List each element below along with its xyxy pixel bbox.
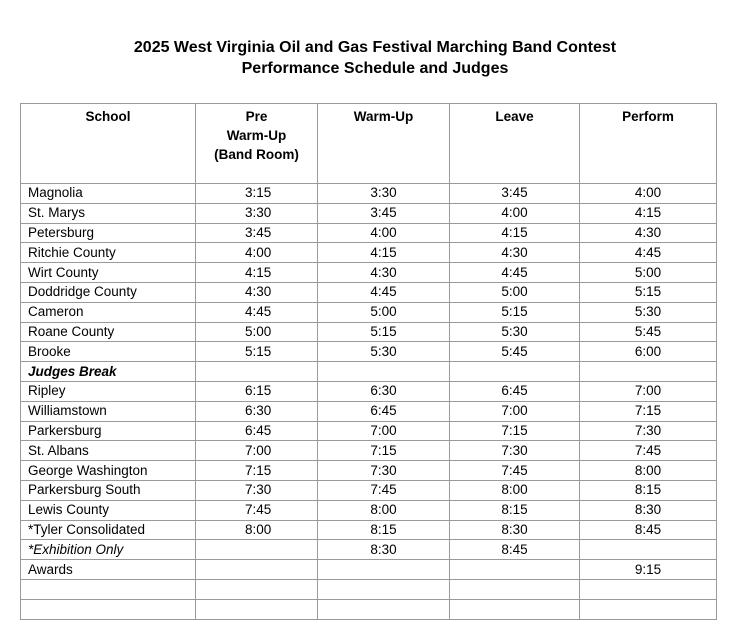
school-cell: St. Marys — [21, 203, 196, 223]
pre-time-cell: 5:15 — [196, 342, 318, 362]
perform-time-cell: 5:00 — [580, 263, 717, 283]
pre-time-cell: 6:15 — [196, 381, 318, 401]
perform-time-cell: 7:00 — [580, 381, 717, 401]
perform-time-cell: 4:30 — [580, 223, 717, 243]
table-row — [21, 500, 717, 520]
perform-time-cell — [580, 579, 717, 599]
leave-time-cell: 7:45 — [450, 461, 580, 481]
perform-time-cell: 5:30 — [580, 302, 717, 322]
table-row — [21, 401, 717, 421]
warmup-time-cell: 3:30 — [318, 184, 450, 204]
table-row — [21, 540, 717, 560]
perform-time-cell: 5:15 — [580, 282, 717, 302]
leave-time-cell: 7:00 — [450, 401, 580, 421]
table-row — [21, 599, 717, 619]
pre-time-cell — [196, 599, 318, 619]
table-row — [21, 342, 717, 362]
table-row — [21, 381, 717, 401]
perform-time-cell: 4:45 — [580, 243, 717, 263]
leave-time-cell: 5:00 — [450, 282, 580, 302]
school-cell: Brooke — [21, 342, 196, 362]
perform-time-cell: 7:15 — [580, 401, 717, 421]
pre-time-cell: 4:45 — [196, 302, 318, 322]
table-row — [21, 243, 717, 263]
table-row — [21, 322, 717, 342]
perform-time-cell — [580, 599, 717, 619]
school-cell: Doddridge County — [21, 282, 196, 302]
perform-time-cell: 6:00 — [580, 342, 717, 362]
perform-time-cell: 7:45 — [580, 441, 717, 461]
header-perform: Perform — [580, 104, 717, 184]
perform-time-cell — [580, 362, 717, 382]
perform-time-cell: 8:15 — [580, 480, 717, 500]
school-cell: Ripley — [21, 381, 196, 401]
pre-time-cell: 3:30 — [196, 203, 318, 223]
warmup-time-cell: 3:45 — [318, 203, 450, 223]
header-school: School — [21, 104, 196, 184]
header-leave: Leave — [450, 104, 580, 184]
pre-time-cell: 6:30 — [196, 401, 318, 421]
warmup-time-cell: 6:30 — [318, 381, 450, 401]
pre-time-cell: 7:00 — [196, 441, 318, 461]
warmup-time-cell — [318, 560, 450, 580]
school-cell: Lewis County — [21, 500, 196, 520]
table-row — [21, 480, 717, 500]
leave-time-cell — [450, 560, 580, 580]
pre-time-cell — [196, 362, 318, 382]
perform-time-cell: 4:00 — [580, 184, 717, 204]
pre-time-cell: 8:00 — [196, 520, 318, 540]
school-cell: Awards — [21, 560, 196, 580]
leave-time-cell: 4:00 — [450, 203, 580, 223]
perform-time-cell: 5:45 — [580, 322, 717, 342]
leave-time-cell: 6:45 — [450, 381, 580, 401]
pre-time-cell: 5:00 — [196, 322, 318, 342]
title-line-2: Performance Schedule and Judges — [241, 60, 509, 77]
warmup-time-cell: 8:15 — [318, 520, 450, 540]
leave-time-cell: 8:30 — [450, 520, 580, 540]
table-row — [21, 362, 717, 382]
warmup-time-cell: 7:45 — [318, 480, 450, 500]
table-row — [21, 421, 717, 441]
table-row — [21, 461, 717, 481]
warmup-time-cell: 6:45 — [318, 401, 450, 421]
pre-time-cell: 4:15 — [196, 263, 318, 283]
warmup-time-cell: 4:30 — [318, 263, 450, 283]
perform-time-cell: 7:30 — [580, 421, 717, 441]
leave-time-cell — [450, 362, 580, 382]
warmup-time-cell: 5:30 — [318, 342, 450, 362]
leave-time-cell: 8:00 — [450, 480, 580, 500]
pre-time-cell: 3:15 — [196, 184, 318, 204]
pre-time-cell — [196, 579, 318, 599]
school-cell: Parkersburg South — [21, 480, 196, 500]
pre-time-cell: 7:45 — [196, 500, 318, 520]
document-title — [0, 37, 750, 79]
leave-time-cell: 7:30 — [450, 441, 580, 461]
warmup-time-cell — [318, 599, 450, 619]
leave-time-cell: 5:30 — [450, 322, 580, 342]
pre-time-cell: 7:30 — [196, 480, 318, 500]
pre-time-cell — [196, 540, 318, 560]
table-row — [21, 282, 717, 302]
leave-time-cell: 7:15 — [450, 421, 580, 441]
leave-time-cell: 4:15 — [450, 223, 580, 243]
pre-time-cell: 7:15 — [196, 461, 318, 481]
table-row — [21, 560, 717, 580]
school-cell: Wirt County — [21, 263, 196, 283]
header-pre-line2: Warm-Up — [226, 128, 287, 143]
pre-time-cell: 4:30 — [196, 282, 318, 302]
leave-time-cell: 4:45 — [450, 263, 580, 283]
school-cell: Cameron — [21, 302, 196, 322]
leave-time-cell: 8:15 — [450, 500, 580, 520]
school-cell: *Tyler Consolidated — [21, 520, 196, 540]
warmup-time-cell — [318, 579, 450, 599]
table-row — [21, 263, 717, 283]
leave-time-cell: 8:45 — [450, 540, 580, 560]
school-cell — [21, 599, 196, 619]
table-row — [21, 441, 717, 461]
school-cell: Judges Break — [21, 362, 196, 382]
warmup-time-cell: 4:45 — [318, 282, 450, 302]
leave-time-cell — [450, 579, 580, 599]
header-pre-line1: Pre — [245, 109, 268, 124]
school-cell — [21, 579, 196, 599]
table-row — [21, 579, 717, 599]
title-line-1: 2025 West Virginia Oil and Gas Festival Marching Band Contest — [133, 39, 617, 56]
school-cell: Ritchie County — [21, 243, 196, 263]
warmup-time-cell: 7:00 — [318, 421, 450, 441]
school-cell: Roane County — [21, 322, 196, 342]
header-pre-line3: (Band Room) — [214, 147, 299, 162]
perform-time-cell: 4:15 — [580, 203, 717, 223]
school-cell: Williamstown — [21, 401, 196, 421]
leave-time-cell — [450, 599, 580, 619]
warmup-time-cell: 5:15 — [318, 322, 450, 342]
header-pre-warmup — [196, 104, 318, 184]
school-cell: Parkersburg — [21, 421, 196, 441]
warmup-time-cell: 4:15 — [318, 243, 450, 263]
warmup-time-cell — [318, 362, 450, 382]
school-cell: *Exhibition Only — [21, 540, 196, 560]
pre-time-cell: 3:45 — [196, 223, 318, 243]
header-warmup: Warm-Up — [318, 104, 450, 184]
perform-time-cell: 9:15 — [580, 560, 717, 580]
table-row — [21, 302, 717, 322]
leave-time-cell: 5:45 — [450, 342, 580, 362]
perform-time-cell: 8:30 — [580, 500, 717, 520]
pre-time-cell — [196, 560, 318, 580]
perform-time-cell — [580, 540, 717, 560]
school-cell: George Washington — [21, 461, 196, 481]
table-row — [21, 184, 717, 204]
warmup-time-cell: 7:30 — [318, 461, 450, 481]
perform-time-cell: 8:00 — [580, 461, 717, 481]
school-cell: St. Albans — [21, 441, 196, 461]
school-cell: Petersburg — [21, 223, 196, 243]
pre-time-cell: 4:00 — [196, 243, 318, 263]
perform-time-cell: 8:45 — [580, 520, 717, 540]
table-row — [21, 203, 717, 223]
warmup-time-cell: 8:00 — [318, 500, 450, 520]
leave-time-cell: 4:30 — [450, 243, 580, 263]
header-row — [21, 104, 717, 184]
table-row — [21, 520, 717, 540]
leave-time-cell: 5:15 — [450, 302, 580, 322]
warmup-time-cell: 5:00 — [318, 302, 450, 322]
warmup-time-cell: 8:30 — [318, 540, 450, 560]
schedule-body — [21, 184, 717, 620]
warmup-time-cell: 7:15 — [318, 441, 450, 461]
pre-time-cell: 6:45 — [196, 421, 318, 441]
warmup-time-cell: 4:00 — [318, 223, 450, 243]
table-row — [21, 223, 717, 243]
schedule-table — [20, 103, 717, 620]
leave-time-cell: 3:45 — [450, 184, 580, 204]
school-cell: Magnolia — [21, 184, 196, 204]
